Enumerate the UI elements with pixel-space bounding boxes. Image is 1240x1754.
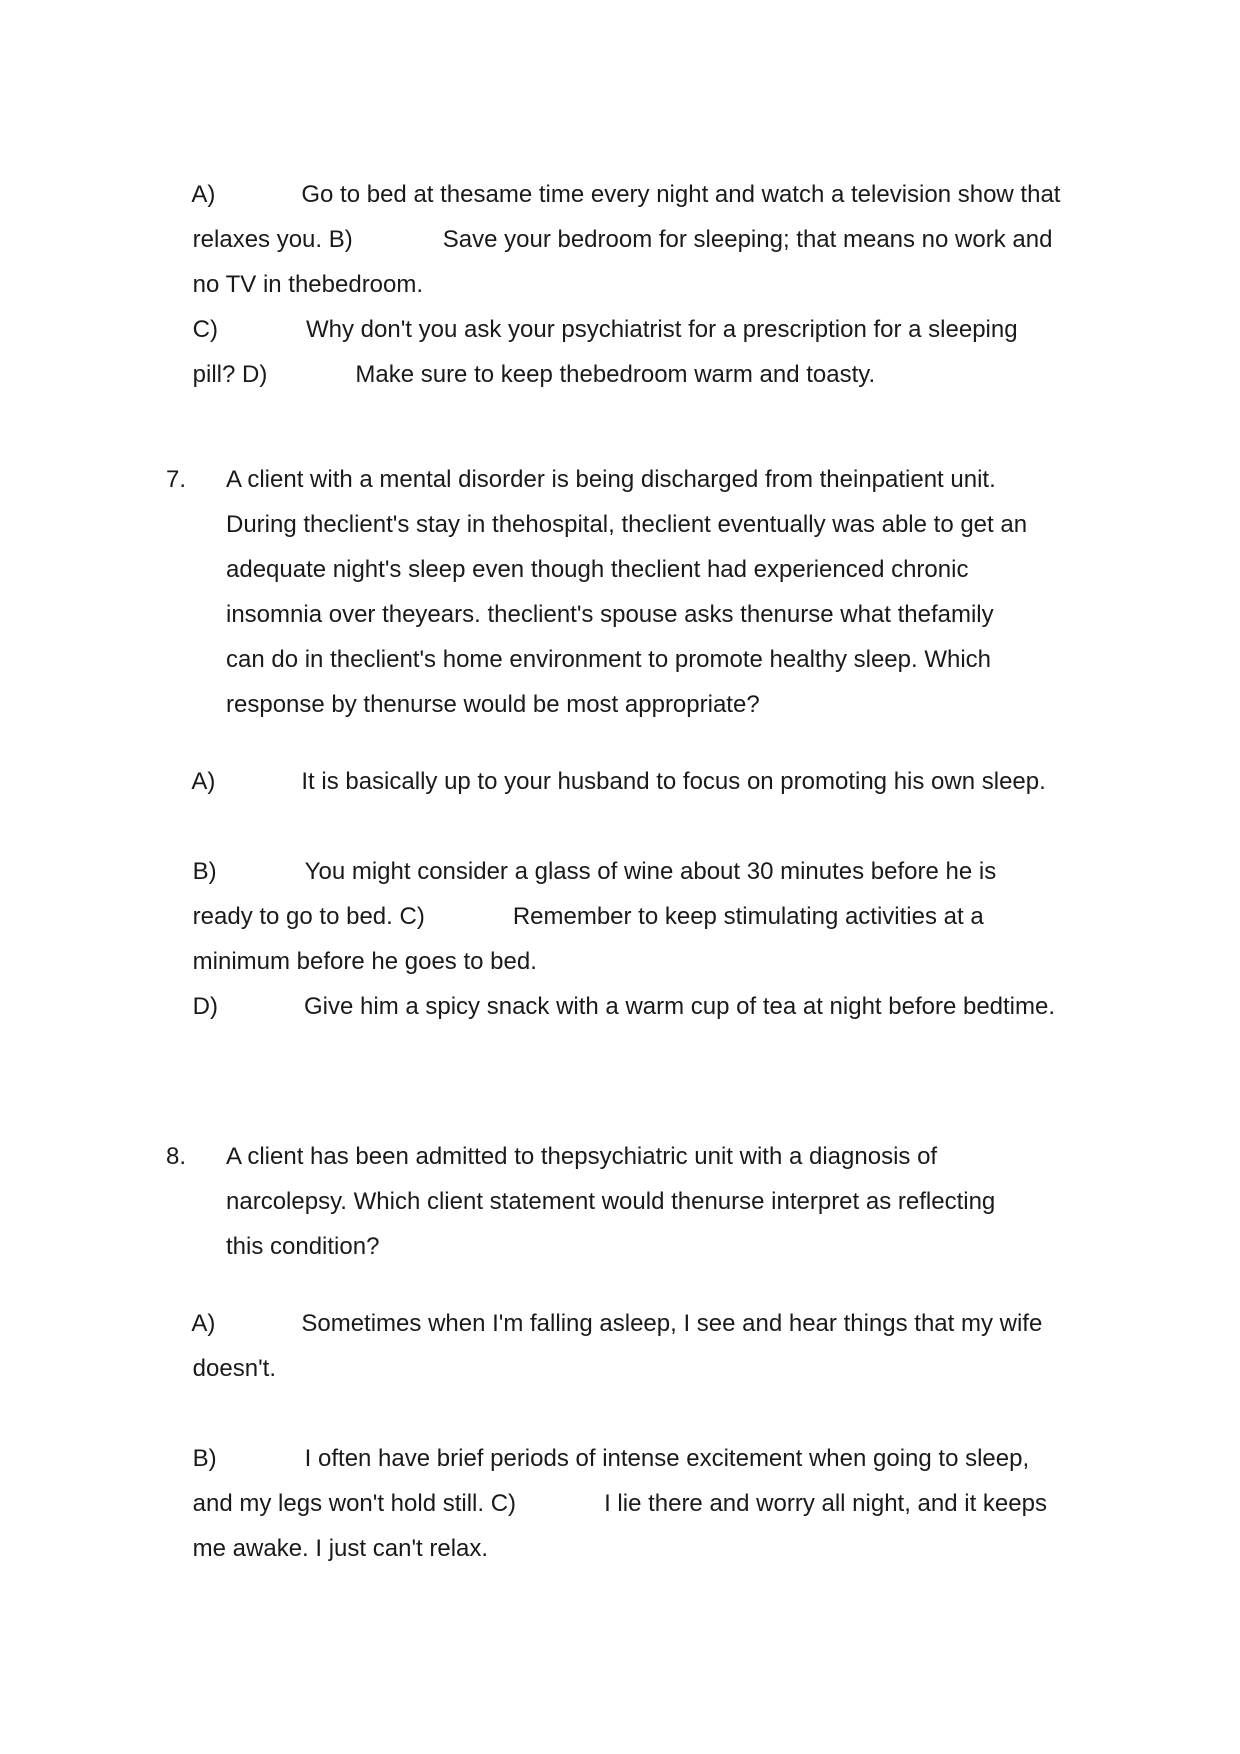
option-text: pill? D) (192, 361, 268, 388)
option-a-line (166, 1279, 1042, 1369)
option-text: I lie there and worry all night, and it keeps (604, 1490, 1047, 1517)
option-text: me awake. I just can't relax. (192, 1535, 489, 1562)
question-line: adequate night's sleep even though theclient had experienced chronic (226, 556, 969, 583)
option-label: D) (192, 993, 218, 1020)
question-line: A client has been admitted to thepsychiatric unit with a diagnosis of (226, 1143, 938, 1170)
question-number: 7. (166, 466, 187, 493)
option-text: Sometimes when I'm falling asleep, I see and hear things that my wife (301, 1310, 1043, 1337)
option-label: A) (191, 768, 216, 795)
option-c-continuation (166, 1504, 488, 1594)
question-line: A client with a mental disorder is being discharged from theinpatient unit. (226, 466, 996, 493)
option-text: It is basically up to your husband to focus on promoting his own sleep. (301, 768, 1046, 795)
option-a-continuation (166, 1324, 276, 1414)
question-line: insomnia over theyears. theclient's spouse asks thenurse what thefamily (226, 601, 994, 628)
option-text: Save your bedroom for sleeping; that means no work and (442, 226, 1053, 253)
option-text: Remember to keep stimulating activities at a (512, 903, 984, 930)
option-text: Make sure to keep thebedroom warm and toasty. (355, 361, 876, 388)
option-a-line (166, 737, 1046, 827)
option-text: I often have brief periods of intense excitement when going to sleep, (304, 1445, 1030, 1472)
option-label: B) (192, 1445, 217, 1472)
option-text: Go to bed at thesame time every night and watch a television show that (301, 181, 1061, 208)
option-text: Give him a spicy snack with a warm cup of tea at night before bedtime. (304, 993, 1056, 1020)
question-number: 8. (166, 1143, 187, 1170)
option-text: relaxes you. B) (192, 226, 353, 253)
option-label: B) (192, 858, 217, 885)
option-text: You might consider a glass of wine about 30 minutes before he is (304, 858, 997, 885)
option-text: doesn't. (192, 1355, 276, 1382)
question-line: can do in theclient's home environment to promote healthy sleep. Which (226, 646, 991, 673)
option-label: C) (192, 316, 218, 343)
option-d-line (166, 330, 875, 420)
option-text: ready to go to bed. C) (192, 903, 425, 930)
option-label: A) (191, 181, 216, 208)
question-line: this condition? (226, 1233, 380, 1260)
option-label: A) (191, 1310, 216, 1337)
option-text: no TV in thebedroom. (192, 271, 424, 298)
question-line: response by thenurse would be most appropriate? (226, 691, 760, 718)
question-line: During theclient's stay in thehospital, theclient eventually was able to get an (226, 511, 1028, 538)
option-text: and my legs won't hold still. C) (192, 1490, 517, 1517)
question-line: narcolepsy. Which client statement would thenurse interpret as reflecting (226, 1188, 996, 1215)
option-d-line (166, 962, 1055, 1052)
option-text: Why don't you ask your psychiatrist for a prescription for a sleeping (306, 316, 1018, 343)
option-text: minimum before he goes to bed. (192, 948, 537, 975)
